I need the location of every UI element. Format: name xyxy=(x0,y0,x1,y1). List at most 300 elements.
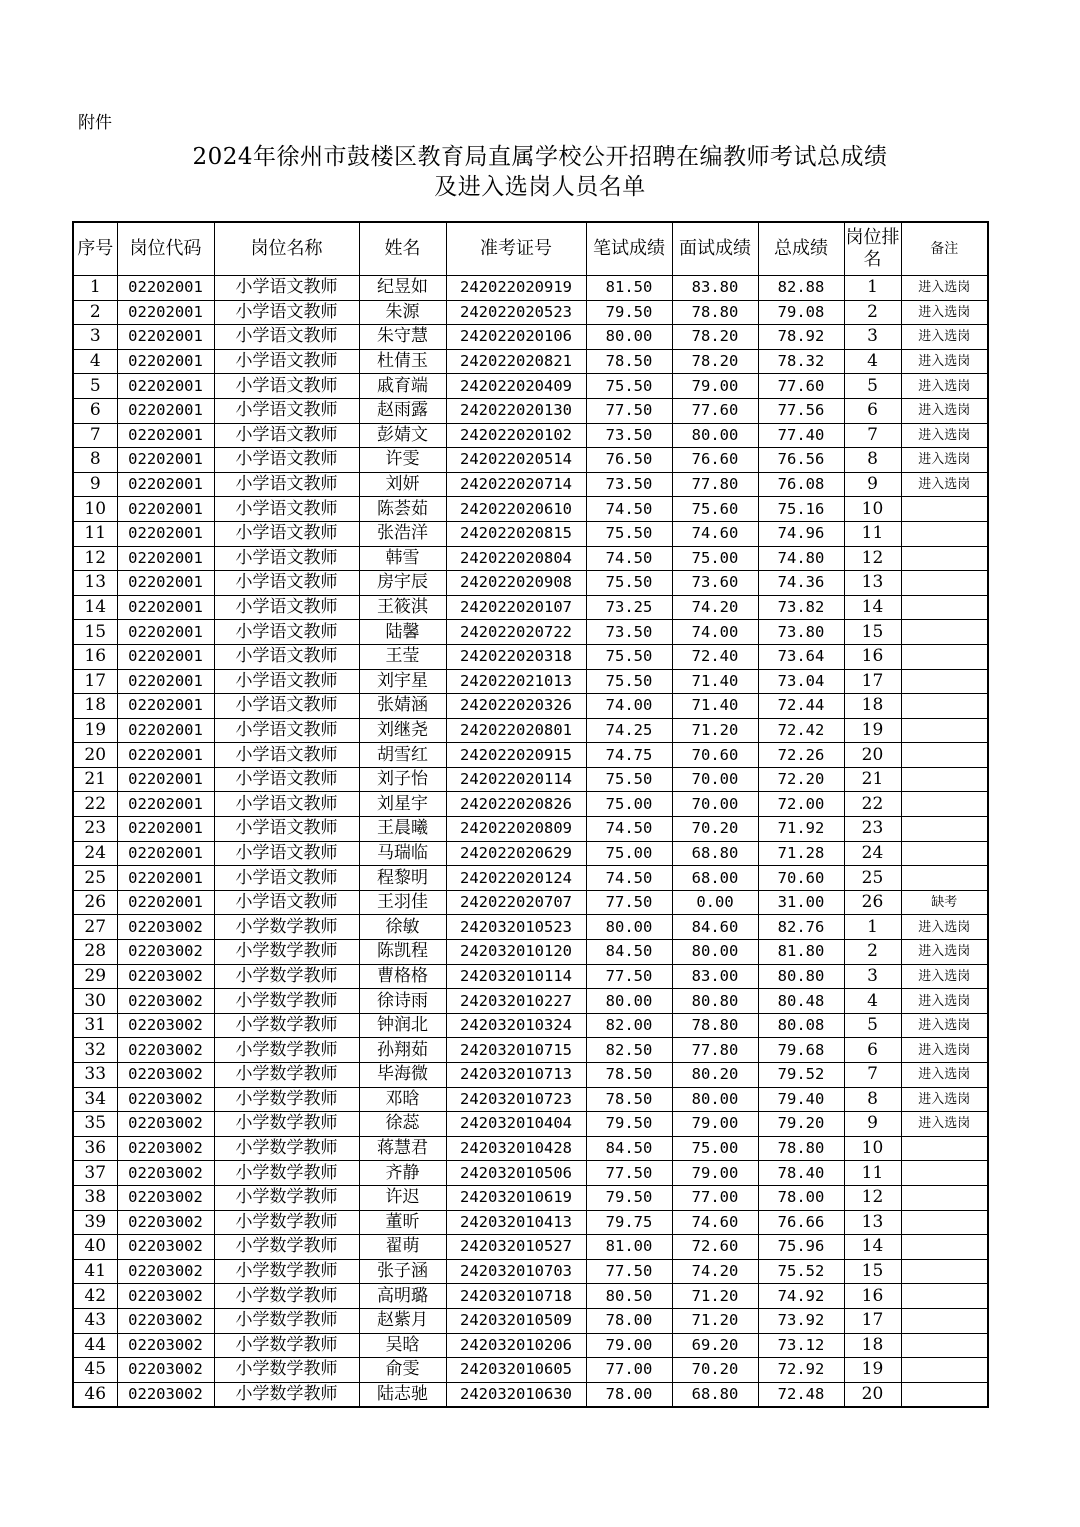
table-row xyxy=(73,915,988,940)
table-row xyxy=(73,1087,988,1112)
cell-post-code: 02203002 xyxy=(117,989,214,1014)
cell-interview: 74.20 xyxy=(672,1259,758,1284)
cell-total: 74.92 xyxy=(758,1284,844,1309)
cell-post-name: 小学数学教师 xyxy=(214,1087,359,1112)
cell-note: 进入选岗 xyxy=(901,374,988,399)
cell-written: 80.50 xyxy=(586,1284,672,1309)
cell-rank: 19 xyxy=(844,1358,901,1383)
table-row xyxy=(73,571,988,596)
cell-ticket: 242022020707 xyxy=(446,890,586,915)
cell-note xyxy=(901,866,988,891)
cell-seq: 9 xyxy=(73,472,117,497)
cell-interview: 77.80 xyxy=(672,472,758,497)
cell-post-name: 小学数学教师 xyxy=(214,989,359,1014)
cell-seq: 24 xyxy=(73,841,117,866)
cell-post-name: 小学数学教师 xyxy=(214,1136,359,1161)
cell-ticket: 242022020815 xyxy=(446,521,586,546)
cell-seq: 33 xyxy=(73,1063,117,1088)
cell-post-name: 小学语文教师 xyxy=(214,398,359,423)
cell-interview: 76.60 xyxy=(672,448,758,473)
cell-seq: 40 xyxy=(73,1235,117,1260)
cell-interview: 68.80 xyxy=(672,841,758,866)
cell-written: 75.50 xyxy=(586,767,672,792)
cell-note xyxy=(901,669,988,694)
cell-note xyxy=(901,595,988,620)
cell-interview: 78.80 xyxy=(672,1013,758,1038)
cell-name: 张子涵 xyxy=(359,1259,446,1284)
cell-rank: 16 xyxy=(844,1284,901,1309)
cell-total: 80.48 xyxy=(758,989,844,1014)
cell-note: 进入选岗 xyxy=(901,472,988,497)
cell-ticket: 242022020801 xyxy=(446,718,586,743)
cell-seq: 20 xyxy=(73,743,117,768)
cell-rank: 2 xyxy=(844,940,901,965)
cell-rank: 11 xyxy=(844,521,901,546)
cell-total: 78.32 xyxy=(758,349,844,374)
cell-seq: 29 xyxy=(73,964,117,989)
cell-post-name: 小学数学教师 xyxy=(214,1161,359,1186)
cell-post-name: 小学数学教师 xyxy=(214,1038,359,1063)
cell-name: 赵紫月 xyxy=(359,1308,446,1333)
table-row xyxy=(73,1161,988,1186)
cell-ticket: 242022020826 xyxy=(446,792,586,817)
table-row xyxy=(73,472,988,497)
cell-written: 84.50 xyxy=(586,940,672,965)
cell-note xyxy=(901,718,988,743)
cell-ticket: 242032010723 xyxy=(446,1087,586,1112)
cell-written: 81.50 xyxy=(586,276,672,301)
cell-ticket: 242022020915 xyxy=(446,743,586,768)
cell-name: 曹格格 xyxy=(359,964,446,989)
cell-interview: 83.00 xyxy=(672,964,758,989)
cell-post-code: 02203002 xyxy=(117,1308,214,1333)
cell-note xyxy=(901,1382,988,1407)
cell-seq: 16 xyxy=(73,644,117,669)
cell-interview: 80.00 xyxy=(672,1087,758,1112)
cell-post-name: 小学数学教师 xyxy=(214,915,359,940)
cell-written: 79.50 xyxy=(586,1185,672,1210)
cell-post-code: 02202001 xyxy=(117,620,214,645)
table-row xyxy=(73,448,988,473)
cell-name: 蒋慧君 xyxy=(359,1136,446,1161)
cell-ticket: 242032010506 xyxy=(446,1161,586,1186)
cell-post-code: 02203002 xyxy=(117,1087,214,1112)
cell-note: 进入选岗 xyxy=(901,989,988,1014)
cell-post-name: 小学语文教师 xyxy=(214,841,359,866)
cell-interview: 0.00 xyxy=(672,890,758,915)
cell-rank: 11 xyxy=(844,1161,901,1186)
cell-seq: 15 xyxy=(73,620,117,645)
cell-written: 82.00 xyxy=(586,1013,672,1038)
cell-written: 74.50 xyxy=(586,497,672,522)
cell-seq: 2 xyxy=(73,300,117,325)
cell-rank: 8 xyxy=(844,1087,901,1112)
cell-rank: 4 xyxy=(844,989,901,1014)
cell-total: 75.96 xyxy=(758,1235,844,1260)
cell-rank: 17 xyxy=(844,1308,901,1333)
cell-name: 朱源 xyxy=(359,300,446,325)
cell-note xyxy=(901,1333,988,1358)
cell-ticket: 242032010227 xyxy=(446,989,586,1014)
table-row xyxy=(73,644,988,669)
table-row xyxy=(73,1013,988,1038)
cell-rank: 10 xyxy=(844,497,901,522)
cell-ticket: 242032010703 xyxy=(446,1259,586,1284)
cell-rank: 10 xyxy=(844,1136,901,1161)
cell-post-code: 02202001 xyxy=(117,276,214,301)
cell-post-name: 小学语文教师 xyxy=(214,448,359,473)
cell-name: 陆志驰 xyxy=(359,1382,446,1407)
cell-total: 73.12 xyxy=(758,1333,844,1358)
cell-ticket: 242032010120 xyxy=(446,940,586,965)
cell-ticket: 242022020804 xyxy=(446,546,586,571)
table-row xyxy=(73,1136,988,1161)
cell-post-name: 小学数学教师 xyxy=(214,940,359,965)
cell-post-name: 小学语文教师 xyxy=(214,694,359,719)
cell-seq: 11 xyxy=(73,521,117,546)
cell-rank: 1 xyxy=(844,915,901,940)
cell-ticket: 242032010713 xyxy=(446,1063,586,1088)
cell-note xyxy=(901,817,988,842)
cell-interview: 75.60 xyxy=(672,497,758,522)
cell-post-code: 02203002 xyxy=(117,1333,214,1358)
table-row xyxy=(73,1284,988,1309)
cell-rank: 23 xyxy=(844,817,901,842)
cell-post-code: 02202001 xyxy=(117,817,214,842)
cell-seq: 4 xyxy=(73,349,117,374)
cell-name: 胡雪红 xyxy=(359,743,446,768)
table-row xyxy=(73,743,988,768)
cell-ticket: 242022020114 xyxy=(446,767,586,792)
cell-note xyxy=(901,1308,988,1333)
cell-interview: 68.80 xyxy=(672,1382,758,1407)
cell-post-code: 02202001 xyxy=(117,767,214,792)
cell-name: 陈凯程 xyxy=(359,940,446,965)
cell-name: 刘妍 xyxy=(359,472,446,497)
cell-note xyxy=(901,694,988,719)
cell-note: 进入选岗 xyxy=(901,964,988,989)
cell-post-name: 小学语文教师 xyxy=(214,866,359,891)
table-row xyxy=(73,1210,988,1235)
cell-rank: 4 xyxy=(844,349,901,374)
table-row xyxy=(73,1358,988,1383)
cell-name: 王晨曦 xyxy=(359,817,446,842)
cell-interview: 79.00 xyxy=(672,1112,758,1137)
cell-post-name: 小学语文教师 xyxy=(214,792,359,817)
cell-post-code: 02202001 xyxy=(117,398,214,423)
cell-seq: 35 xyxy=(73,1112,117,1137)
results-table xyxy=(72,221,989,1408)
cell-note: 进入选岗 xyxy=(901,300,988,325)
table-row xyxy=(73,841,988,866)
cell-total: 71.92 xyxy=(758,817,844,842)
document-title: 2024年徐州市鼓楼区教育局直属学校公开招聘在编教师考试总成绩 xyxy=(192,144,888,170)
cell-rank: 12 xyxy=(844,546,901,571)
cell-post-name: 小学语文教师 xyxy=(214,595,359,620)
cell-interview: 80.20 xyxy=(672,1063,758,1088)
cell-name: 刘宇星 xyxy=(359,669,446,694)
cell-rank: 25 xyxy=(844,866,901,891)
cell-post-name: 小学语文教师 xyxy=(214,571,359,596)
cell-interview: 80.00 xyxy=(672,423,758,448)
cell-name: 董昕 xyxy=(359,1210,446,1235)
cell-post-name: 小学数学教师 xyxy=(214,1333,359,1358)
cell-post-name: 小学语文教师 xyxy=(214,743,359,768)
cell-note xyxy=(901,1161,988,1186)
cell-name: 孙翔茹 xyxy=(359,1038,446,1063)
cell-written: 79.75 xyxy=(586,1210,672,1235)
cell-seq: 44 xyxy=(73,1333,117,1358)
cell-post-code: 02202001 xyxy=(117,325,214,350)
cell-ticket: 242022020610 xyxy=(446,497,586,522)
table-row xyxy=(73,866,988,891)
cell-seq: 32 xyxy=(73,1038,117,1063)
cell-post-name: 小学语文教师 xyxy=(214,472,359,497)
cell-total: 78.40 xyxy=(758,1161,844,1186)
header-post-name: 岗位名称 xyxy=(214,222,359,276)
cell-post-name: 小学数学教师 xyxy=(214,1235,359,1260)
cell-ticket: 242022020326 xyxy=(446,694,586,719)
cell-seq: 1 xyxy=(73,276,117,301)
cell-ticket: 242022020722 xyxy=(446,620,586,645)
cell-total: 74.36 xyxy=(758,571,844,596)
cell-total: 79.68 xyxy=(758,1038,844,1063)
table-row xyxy=(73,374,988,399)
cell-note xyxy=(901,521,988,546)
table-row xyxy=(73,595,988,620)
cell-note: 进入选岗 xyxy=(901,1038,988,1063)
cell-written: 78.50 xyxy=(586,1087,672,1112)
cell-post-name: 小学语文教师 xyxy=(214,718,359,743)
cell-post-name: 小学语文教师 xyxy=(214,817,359,842)
cell-interview: 71.40 xyxy=(672,694,758,719)
cell-interview: 70.20 xyxy=(672,817,758,842)
cell-rank: 13 xyxy=(844,1210,901,1235)
cell-interview: 77.00 xyxy=(672,1185,758,1210)
cell-note: 进入选岗 xyxy=(901,1112,988,1137)
cell-rank: 13 xyxy=(844,571,901,596)
cell-post-name: 小学语文教师 xyxy=(214,349,359,374)
cell-written: 81.00 xyxy=(586,1235,672,1260)
cell-post-name: 小学数学教师 xyxy=(214,1013,359,1038)
cell-post-name: 小学语文教师 xyxy=(214,423,359,448)
cell-interview: 83.80 xyxy=(672,276,758,301)
cell-post-code: 02202001 xyxy=(117,792,214,817)
cell-interview: 73.60 xyxy=(672,571,758,596)
table-row xyxy=(73,1308,988,1333)
cell-note: 进入选岗 xyxy=(901,915,988,940)
cell-note xyxy=(901,792,988,817)
cell-ticket: 242022020318 xyxy=(446,644,586,669)
cell-rank: 9 xyxy=(844,472,901,497)
table-row xyxy=(73,521,988,546)
cell-name: 王羽佳 xyxy=(359,890,446,915)
table-row xyxy=(73,817,988,842)
cell-note xyxy=(901,571,988,596)
cell-total: 71.28 xyxy=(758,841,844,866)
cell-written: 73.50 xyxy=(586,620,672,645)
cell-ticket: 242022020908 xyxy=(446,571,586,596)
cell-total: 80.80 xyxy=(758,964,844,989)
cell-total: 72.26 xyxy=(758,743,844,768)
header-note: 备注 xyxy=(901,222,988,276)
table-row xyxy=(73,1063,988,1088)
cell-name: 徐诗雨 xyxy=(359,989,446,1014)
cell-name: 许雯 xyxy=(359,448,446,473)
cell-post-code: 02203002 xyxy=(117,1038,214,1063)
cell-note xyxy=(901,1284,988,1309)
cell-note: 进入选岗 xyxy=(901,325,988,350)
cell-name: 马瑞临 xyxy=(359,841,446,866)
results-table-body xyxy=(73,276,988,1408)
cell-ticket: 242022020514 xyxy=(446,448,586,473)
cell-post-code: 02203002 xyxy=(117,915,214,940)
cell-ticket: 242032010509 xyxy=(446,1308,586,1333)
table-row xyxy=(73,620,988,645)
cell-written: 80.00 xyxy=(586,325,672,350)
attachment-label: 附件 xyxy=(78,113,112,133)
cell-name: 程黎明 xyxy=(359,866,446,891)
cell-ticket: 242032010324 xyxy=(446,1013,586,1038)
cell-interview: 72.60 xyxy=(672,1235,758,1260)
cell-written: 78.00 xyxy=(586,1308,672,1333)
cell-name: 纪昱如 xyxy=(359,276,446,301)
table-row xyxy=(73,497,988,522)
cell-name: 陈荟茹 xyxy=(359,497,446,522)
cell-written: 79.00 xyxy=(586,1333,672,1358)
cell-total: 81.80 xyxy=(758,940,844,965)
cell-name: 朱守慧 xyxy=(359,325,446,350)
cell-post-code: 02202001 xyxy=(117,497,214,522)
cell-rank: 6 xyxy=(844,398,901,423)
cell-name: 王筱淇 xyxy=(359,595,446,620)
cell-name: 陆馨 xyxy=(359,620,446,645)
cell-post-code: 02202001 xyxy=(117,423,214,448)
cell-note xyxy=(901,1185,988,1210)
cell-total: 75.16 xyxy=(758,497,844,522)
table-row xyxy=(73,276,988,301)
document-subtitle: 及进入选岗人员名单 xyxy=(434,174,646,200)
cell-note: 进入选岗 xyxy=(901,276,988,301)
table-row xyxy=(73,349,988,374)
cell-total: 72.20 xyxy=(758,767,844,792)
cell-interview: 75.00 xyxy=(672,546,758,571)
cell-seq: 18 xyxy=(73,694,117,719)
table-row xyxy=(73,792,988,817)
cell-post-code: 02202001 xyxy=(117,349,214,374)
cell-written: 77.50 xyxy=(586,964,672,989)
cell-interview: 70.00 xyxy=(672,792,758,817)
cell-interview: 77.80 xyxy=(672,1038,758,1063)
cell-post-code: 02202001 xyxy=(117,300,214,325)
cell-post-code: 02202001 xyxy=(117,866,214,891)
cell-written: 79.50 xyxy=(586,300,672,325)
cell-post-code: 02203002 xyxy=(117,1210,214,1235)
cell-note xyxy=(901,497,988,522)
cell-post-name: 小学数学教师 xyxy=(214,1308,359,1333)
cell-note xyxy=(901,767,988,792)
cell-seq: 28 xyxy=(73,940,117,965)
cell-post-code: 02202001 xyxy=(117,374,214,399)
cell-post-code: 02203002 xyxy=(117,1112,214,1137)
cell-interview: 77.60 xyxy=(672,398,758,423)
cell-seq: 42 xyxy=(73,1284,117,1309)
table-row xyxy=(73,767,988,792)
cell-rank: 14 xyxy=(844,1235,901,1260)
cell-name: 刘继尧 xyxy=(359,718,446,743)
cell-total: 79.08 xyxy=(758,300,844,325)
cell-seq: 10 xyxy=(73,497,117,522)
cell-written: 77.50 xyxy=(586,398,672,423)
cell-total: 72.48 xyxy=(758,1382,844,1407)
table-row xyxy=(73,423,988,448)
header-interview: 面试成绩 xyxy=(672,222,758,276)
cell-ticket: 242022020124 xyxy=(446,866,586,891)
cell-rank: 16 xyxy=(844,644,901,669)
cell-written: 79.50 xyxy=(586,1112,672,1137)
cell-note xyxy=(901,1259,988,1284)
cell-post-code: 02203002 xyxy=(117,964,214,989)
cell-rank: 12 xyxy=(844,1185,901,1210)
cell-ticket: 242032010404 xyxy=(446,1112,586,1137)
cell-post-code: 02203002 xyxy=(117,1259,214,1284)
table-row xyxy=(73,890,988,915)
table-row xyxy=(73,1038,988,1063)
cell-rank: 24 xyxy=(844,841,901,866)
cell-ticket: 242022020821 xyxy=(446,349,586,374)
cell-total: 72.92 xyxy=(758,1358,844,1383)
header-seq: 序号 xyxy=(73,222,117,276)
cell-name: 戚育端 xyxy=(359,374,446,399)
cell-seq: 12 xyxy=(73,546,117,571)
cell-post-code: 02202001 xyxy=(117,718,214,743)
cell-ticket: 242032010114 xyxy=(446,964,586,989)
cell-rank: 3 xyxy=(844,964,901,989)
header-row xyxy=(73,222,988,276)
cell-post-name: 小学数学教师 xyxy=(214,1358,359,1383)
cell-post-name: 小学语文教师 xyxy=(214,767,359,792)
cell-interview: 68.00 xyxy=(672,866,758,891)
cell-ticket: 242022020102 xyxy=(446,423,586,448)
cell-rank: 2 xyxy=(844,300,901,325)
cell-total: 77.56 xyxy=(758,398,844,423)
cell-rank: 19 xyxy=(844,718,901,743)
cell-ticket: 242022020107 xyxy=(446,595,586,620)
cell-note xyxy=(901,546,988,571)
cell-rank: 5 xyxy=(844,374,901,399)
cell-written: 84.50 xyxy=(586,1136,672,1161)
cell-rank: 7 xyxy=(844,423,901,448)
cell-ticket: 242032010206 xyxy=(446,1333,586,1358)
cell-ticket: 242032010413 xyxy=(446,1210,586,1235)
cell-seq: 17 xyxy=(73,669,117,694)
cell-written: 82.50 xyxy=(586,1038,672,1063)
cell-ticket: 242032010428 xyxy=(446,1136,586,1161)
cell-interview: 70.00 xyxy=(672,767,758,792)
cell-seq: 46 xyxy=(73,1382,117,1407)
cell-post-code: 02203002 xyxy=(117,1063,214,1088)
cell-post-name: 小学数学教师 xyxy=(214,1259,359,1284)
cell-seq: 36 xyxy=(73,1136,117,1161)
cell-total: 79.52 xyxy=(758,1063,844,1088)
cell-interview: 84.60 xyxy=(672,915,758,940)
cell-total: 82.76 xyxy=(758,915,844,940)
cell-note xyxy=(901,620,988,645)
cell-ticket: 242032010718 xyxy=(446,1284,586,1309)
header-total: 总成绩 xyxy=(758,222,844,276)
cell-post-name: 小学语文教师 xyxy=(214,669,359,694)
cell-interview: 70.60 xyxy=(672,743,758,768)
